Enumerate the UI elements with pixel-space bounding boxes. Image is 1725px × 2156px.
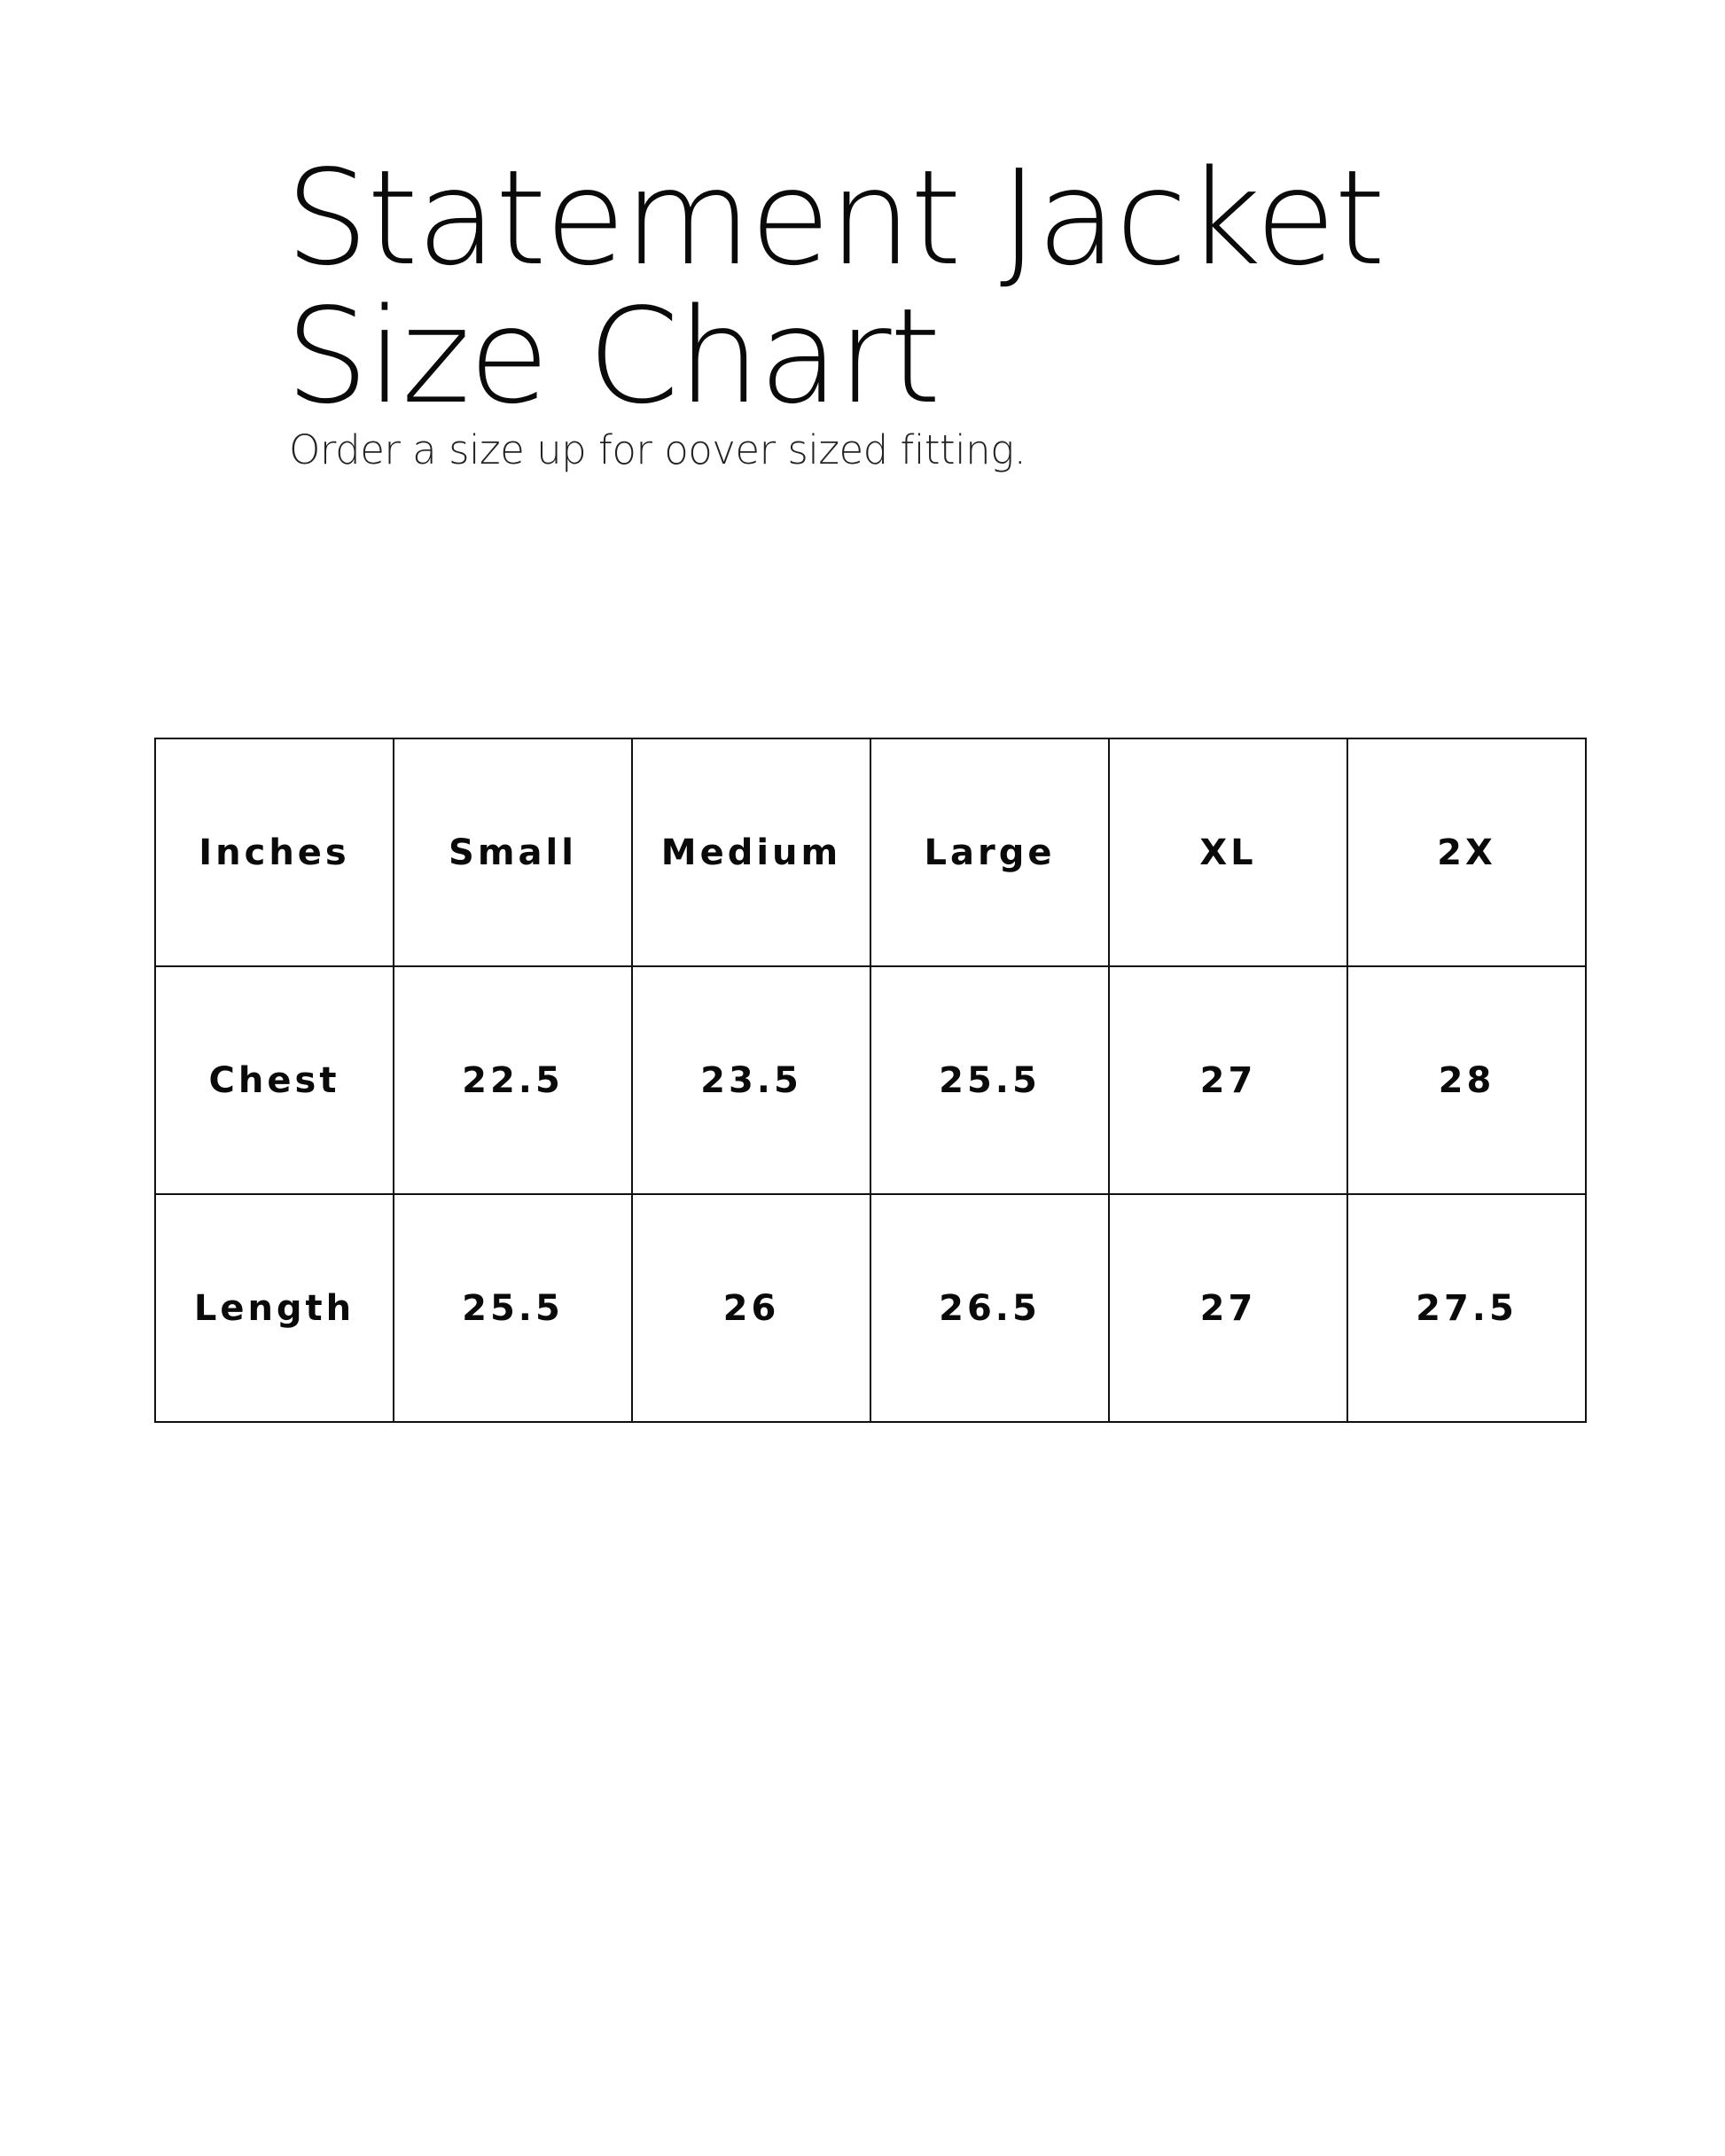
length-small-cell: 25.5 [394,1194,632,1422]
title-line-2: Size Chart [285,280,940,433]
header-cell-2x: 2X [1347,738,1586,966]
chest-xl-cell: 27 [1109,966,1347,1194]
table-header-row [155,738,1586,966]
size-chart-table [154,738,1587,1423]
header-cell-large: Large [870,738,1109,966]
row-label-chest: Chest [155,966,394,1194]
length-medium-cell: 26 [632,1194,870,1422]
length-2x-cell: 27.5 [1347,1194,1586,1422]
table-row-chest [155,966,1586,1194]
title-line-1: Statement Jacket [285,142,1385,294]
length-xl-cell: 27 [1109,1194,1347,1422]
chest-medium-cell: 23.5 [632,966,870,1194]
table-row-length [155,1194,1586,1422]
header-cell-small: Small [394,738,632,966]
row-label-length: Length [155,1194,394,1422]
chest-small-cell: 22.5 [394,966,632,1194]
page-title [285,142,1385,433]
length-large-cell: 26.5 [870,1194,1109,1422]
header-cell-medium: Medium [632,738,870,966]
chest-2x-cell: 28 [1347,966,1586,1194]
subtitle: Order a size up for oover sized fitting. [289,426,1026,473]
header-cell-xl: XL [1109,738,1347,966]
header-cell-unit: Inches [155,738,394,966]
chest-large-cell: 25.5 [870,966,1109,1194]
